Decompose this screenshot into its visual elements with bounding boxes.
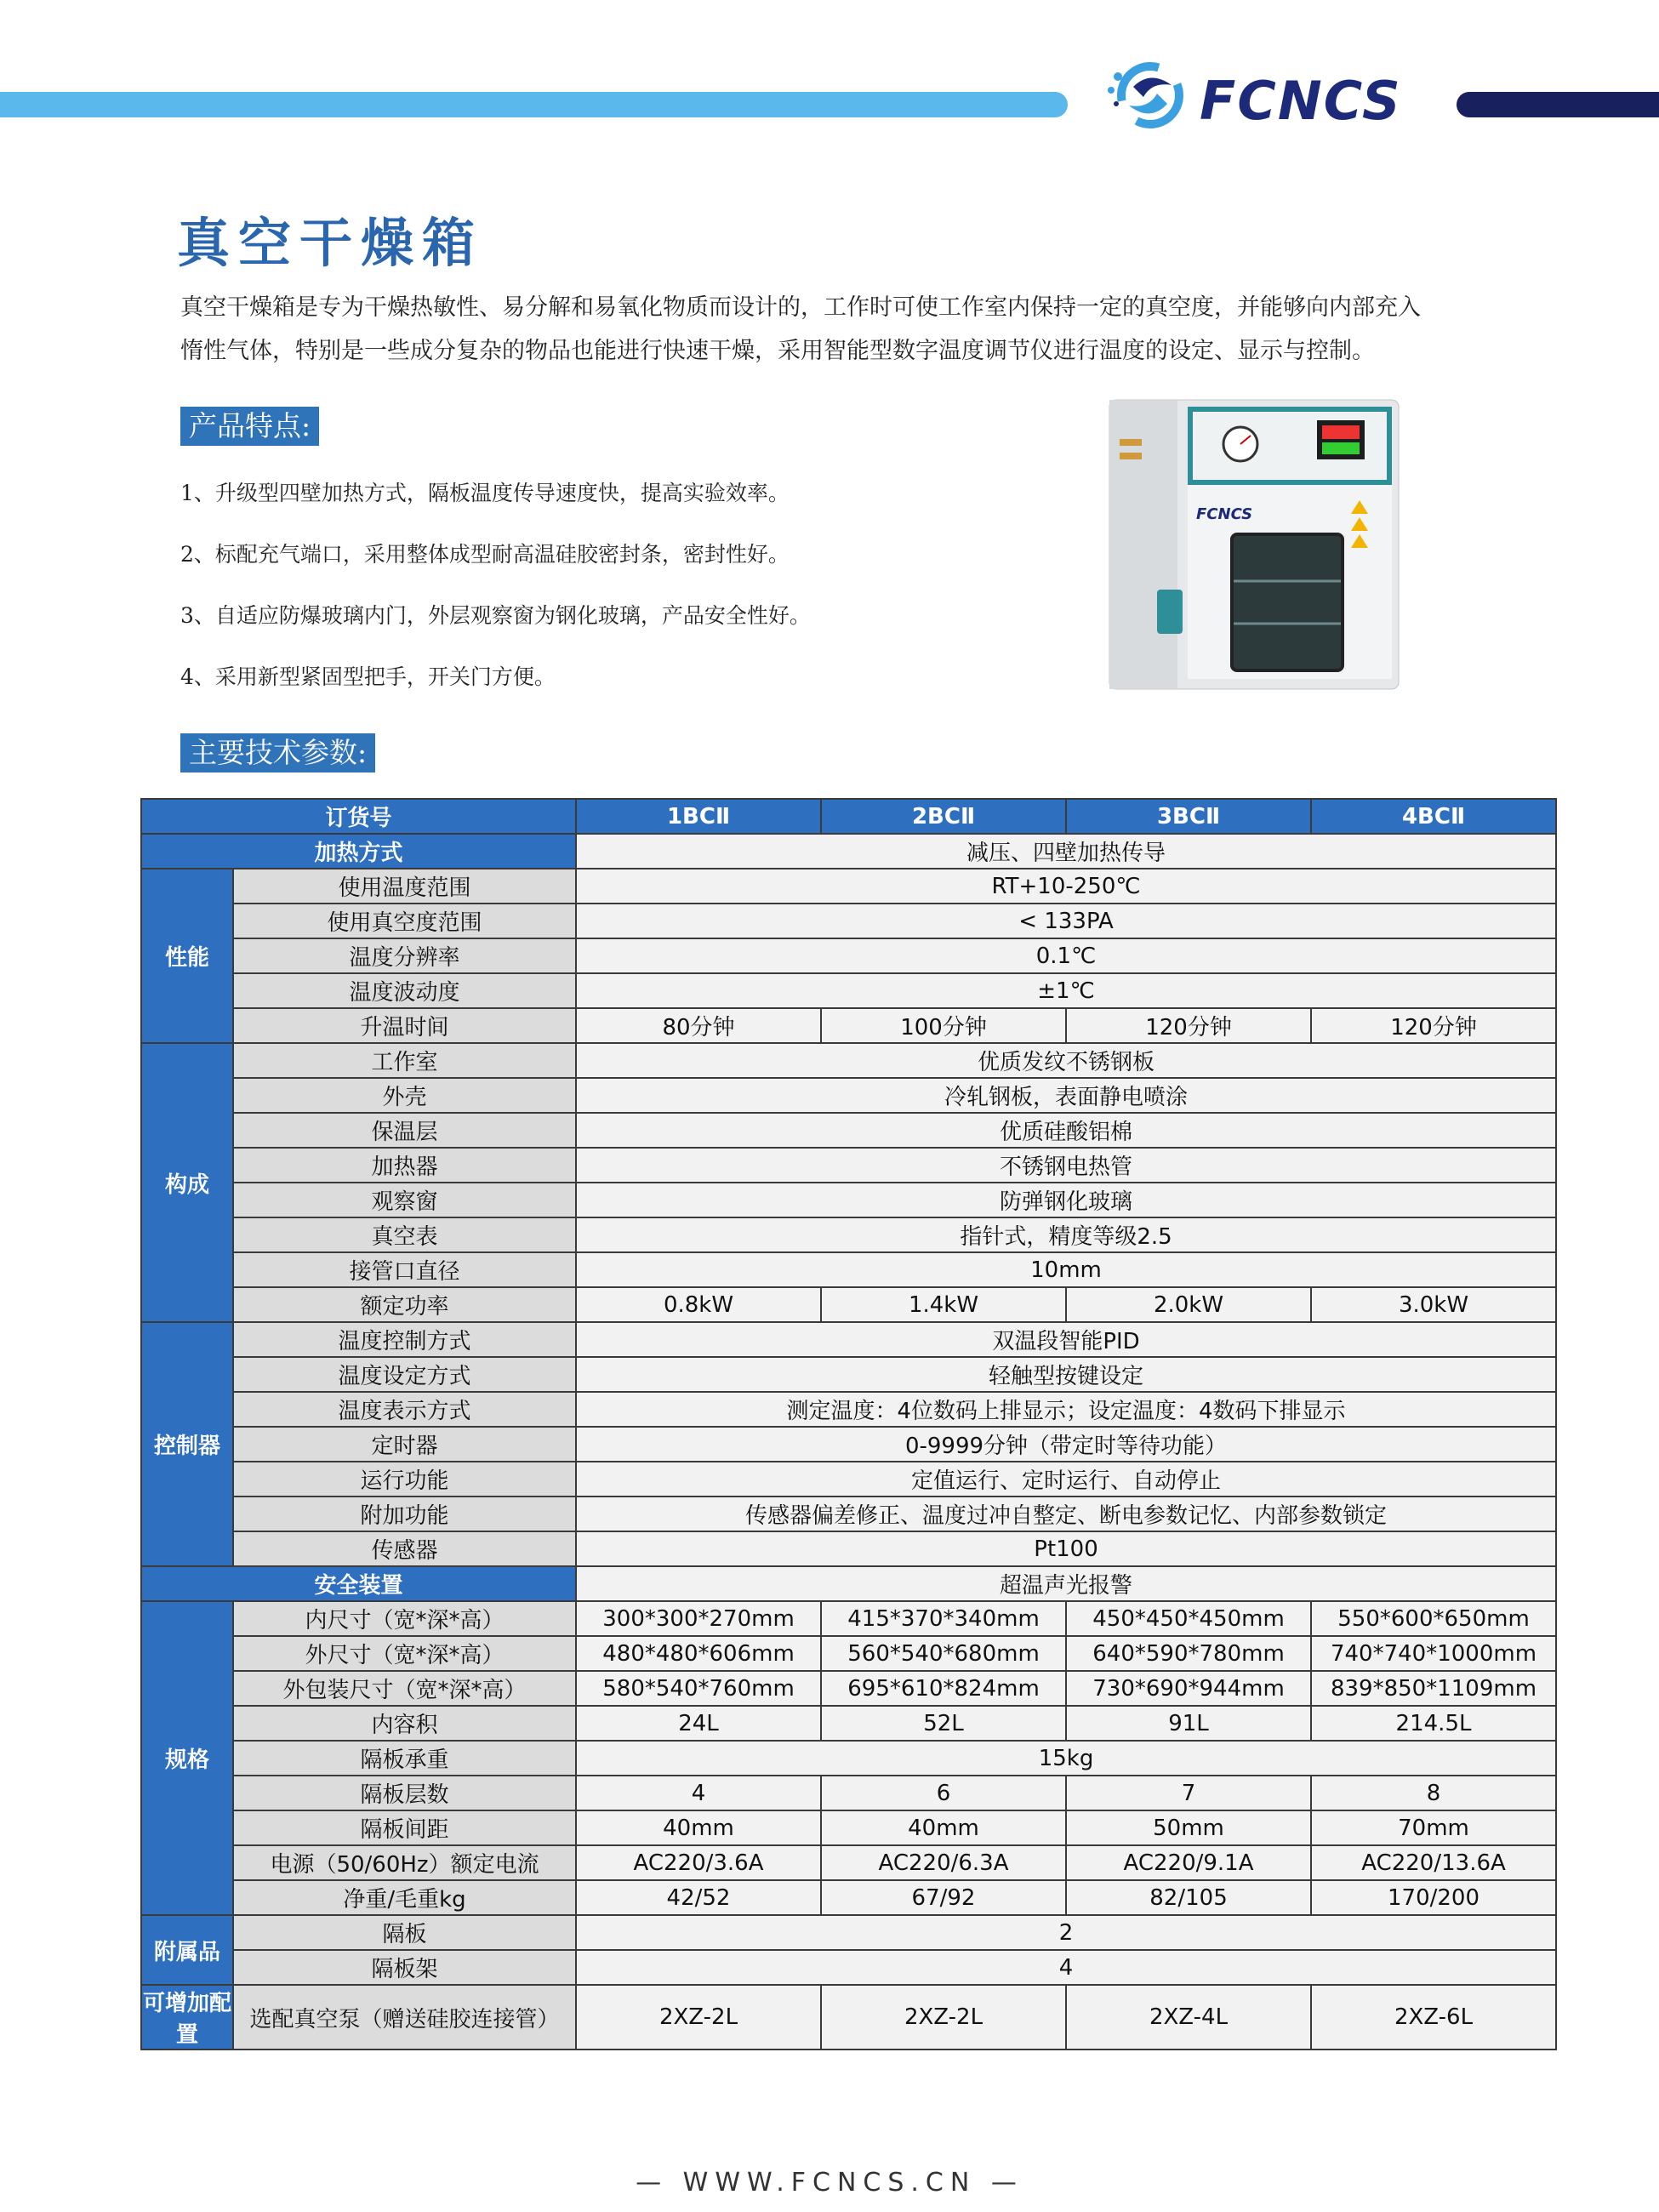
product-photo (1104, 390, 1411, 706)
row-value: 480*480*606mm (576, 1636, 821, 1671)
row-value: 415*370*340mm (821, 1601, 1066, 1636)
header-cell: 2BCⅡ (821, 799, 1066, 834)
row-value: 580*540*760mm (576, 1671, 821, 1706)
header-cell: 3BCⅡ (1066, 799, 1311, 834)
row-label: 温度波动度 (233, 973, 576, 1008)
row-value: 4 (576, 1776, 821, 1810)
header-cell: 1BCⅡ (576, 799, 821, 834)
table-row (141, 1252, 1556, 1287)
group-label: 性能 (141, 869, 233, 1043)
row-label: 外壳 (233, 1078, 576, 1113)
table-row (141, 1810, 1556, 1845)
row-value: 2XZ-4L (1066, 1985, 1311, 2050)
row-label: 定时器 (233, 1427, 576, 1462)
row-value: 560*540*680mm (821, 1636, 1066, 1671)
website-footer: — WWW.FCNCS.CN — (636, 2168, 1023, 2198)
row-label: 保温层 (233, 1113, 576, 1148)
row-value: 不锈钢电热管 (576, 1148, 1556, 1183)
row-value: 优质发纹不锈钢板 (576, 1043, 1556, 1078)
row-value: 70mm (1311, 1810, 1556, 1845)
group-label: 规格 (141, 1601, 233, 1915)
row-value: 测定温度：4位数码上排显示；设定温度：4数码下排显示 (576, 1392, 1556, 1427)
row-value: Pt100 (576, 1531, 1556, 1566)
row-value: ±1℃ (576, 973, 1556, 1008)
row-label: 使用温度范围 (233, 869, 576, 904)
table-row (141, 938, 1556, 973)
specs-heading: 主要技术参数: (180, 733, 375, 772)
table-row (141, 973, 1556, 1008)
row-value: 50mm (1066, 1810, 1311, 1845)
row-label: 隔板承重 (233, 1741, 576, 1776)
row-value: AC220/6.3A (821, 1845, 1066, 1880)
features-heading: 产品特点: (180, 407, 319, 446)
row-value: 冷轧钢板，表面静电喷涂 (576, 1078, 1556, 1113)
row-value: 550*600*650mm (1311, 1601, 1556, 1636)
row-value: 优质硅酸铝棉 (576, 1113, 1556, 1148)
row-label: 温度控制方式 (233, 1322, 576, 1357)
table-row (141, 1462, 1556, 1497)
row-value: 40mm (576, 1810, 821, 1845)
table-row (141, 1636, 1556, 1671)
row-value: 轻触型按键设定 (576, 1357, 1556, 1392)
table-row (141, 1776, 1556, 1810)
table-row (141, 1706, 1556, 1741)
row-label: 温度分辨率 (233, 938, 576, 973)
row-value: 82/105 (1066, 1880, 1311, 1915)
row-value: 2XZ-2L (821, 1985, 1066, 2050)
table-row (141, 1531, 1556, 1566)
table-row (141, 1985, 1556, 2050)
page-title: 真空干燥箱 (177, 212, 484, 274)
row-value: RT+10-250℃ (576, 869, 1556, 904)
row-value: 2XZ-2L (576, 1985, 821, 2050)
row-label: 接管口直径 (233, 1252, 576, 1287)
row-label: 额定功率 (233, 1287, 576, 1322)
row-label: 真空表 (233, 1217, 576, 1252)
feature-item: 1、升级型四壁加热方式，隔板温度传导速度快，提高实验效率。 (180, 481, 790, 505)
row-label: 温度设定方式 (233, 1357, 576, 1392)
intro-paragraph: 真空干燥箱是专为干燥热敏性、易分解和易氧化物质而设计的，工作时可使工作室内保持一定的真空度，并能够向内部充入惰性气体，特别是一些成分复杂的物品也能进行快速干燥，采用智能型数字温度调节仪进行温度的设定、显示与控制。 (180, 294, 1421, 364)
row-label: 隔板间距 (233, 1810, 576, 1845)
table-row (141, 1392, 1556, 1427)
row-value: 52L (821, 1706, 1066, 1741)
row-value: 120分钟 (1066, 1008, 1311, 1043)
spec-table (140, 798, 1557, 2050)
table-row (141, 1950, 1556, 1985)
row-value: AC220/9.1A (1066, 1845, 1311, 1880)
feature-list (180, 476, 811, 721)
header-dark-bar (1457, 92, 1659, 117)
row-value: 67/92 (821, 1880, 1066, 1915)
row-label: 选配真空泵（赠送硅胶连接管） (233, 1985, 576, 2050)
row-label: 隔板架 (233, 1950, 576, 1985)
row-value: 3.0kW (1311, 1287, 1556, 1322)
row-value: 8 (1311, 1776, 1556, 1810)
table-row (141, 904, 1556, 938)
table-header-row (141, 799, 1556, 834)
row-value: 15kg (576, 1741, 1556, 1776)
row-value: 170/200 (1311, 1880, 1556, 1915)
row-value: 指针式，精度等级2.5 (576, 1217, 1556, 1252)
group-label: 附属品 (141, 1915, 233, 1985)
row-label: 升温时间 (233, 1008, 576, 1043)
feature-item: 3、自适应防爆玻璃内门，外层观察窗为钢化玻璃，产品安全性好。 (180, 603, 811, 628)
table-row (141, 1566, 1556, 1601)
table-row (141, 1113, 1556, 1148)
row-value: 40mm (821, 1810, 1066, 1845)
row-label: 加热器 (233, 1148, 576, 1183)
table-row (141, 1183, 1556, 1217)
row-label: 传感器 (233, 1531, 576, 1566)
row-label: 观察窗 (233, 1183, 576, 1217)
row-value: 120分钟 (1311, 1008, 1556, 1043)
feature-item: 2、标配充气端口，采用整体成型耐高温硅胶密封条，密封性好。 (180, 542, 790, 567)
row-value: 4 (576, 1950, 1556, 1985)
table-row (141, 1915, 1556, 1950)
row-value: 2 (576, 1915, 1556, 1950)
table-row (141, 1497, 1556, 1531)
row-label: 电源（50/60Hz）额定电流 (233, 1845, 576, 1880)
row-label: 安全装置 (141, 1566, 576, 1601)
row-value: 0.1℃ (576, 938, 1556, 973)
table-row (141, 1845, 1556, 1880)
row-value: 740*740*1000mm (1311, 1636, 1556, 1671)
row-value: 695*610*824mm (821, 1671, 1066, 1706)
table-row (141, 1078, 1556, 1113)
row-value: 超温声光报警 (576, 1566, 1556, 1601)
table-row (141, 1671, 1556, 1706)
row-value: 6 (821, 1776, 1066, 1810)
table-row (141, 869, 1556, 904)
row-label: 内容积 (233, 1706, 576, 1741)
photo-brand-label: FCNCS (1196, 505, 1253, 523)
group-label: 构成 (141, 1043, 233, 1322)
row-value: 0.8kW (576, 1287, 821, 1322)
row-value: 100分钟 (821, 1008, 1066, 1043)
row-value: 7 (1066, 1776, 1311, 1810)
row-value: 24L (576, 1706, 821, 1741)
table-row (141, 1322, 1556, 1357)
row-value: 91L (1066, 1706, 1311, 1741)
row-label: 工作室 (233, 1043, 576, 1078)
row-value: 300*300*270mm (576, 1601, 821, 1636)
group-label: 可增加配置 (141, 1985, 233, 2050)
table-row (141, 1427, 1556, 1462)
row-label: 外包装尺寸（宽*深*高） (233, 1671, 576, 1706)
row-value: AC220/3.6A (576, 1845, 821, 1880)
row-value: 2XZ-6L (1311, 1985, 1556, 2050)
row-label: 加热方式 (141, 834, 576, 869)
row-label: 外尺寸（宽*深*高） (233, 1636, 576, 1671)
row-value: 450*450*450mm (1066, 1601, 1311, 1636)
row-value: AC220/13.6A (1311, 1845, 1556, 1880)
row-value: 839*850*1109mm (1311, 1671, 1556, 1706)
row-label: 隔板层数 (233, 1776, 576, 1810)
row-value: < 133PA (576, 904, 1556, 938)
table-row (141, 1880, 1556, 1915)
row-label: 内尺寸（宽*深*高） (233, 1601, 576, 1636)
table-row (141, 1357, 1556, 1392)
table-row (141, 1217, 1556, 1252)
header-cell: 订货号 (141, 799, 576, 834)
row-value: 防弹钢化玻璃 (576, 1183, 1556, 1217)
table-row (141, 1601, 1556, 1636)
table-row (141, 1008, 1556, 1043)
row-value: 0-9999分钟（带定时等待功能） (576, 1427, 1556, 1462)
group-label: 控制器 (141, 1322, 233, 1566)
header-cell: 4BCⅡ (1311, 799, 1556, 834)
row-value: 1.4kW (821, 1287, 1066, 1322)
row-label: 温度表示方式 (233, 1392, 576, 1427)
row-value: 2.0kW (1066, 1287, 1311, 1322)
table-row (141, 1287, 1556, 1322)
row-value: 214.5L (1311, 1706, 1556, 1741)
table-row (141, 834, 1556, 869)
row-value: 10mm (576, 1252, 1556, 1287)
row-value: 640*590*780mm (1066, 1636, 1311, 1671)
row-value: 定值运行、定时运行、自动停止 (576, 1462, 1556, 1497)
brand-name: FCNCS (1200, 70, 1402, 132)
header-accent-bar (0, 92, 1068, 117)
row-value: 42/52 (576, 1880, 821, 1915)
row-value: 减压、四壁加热传导 (576, 834, 1556, 869)
feature-item: 4、采用新型紧固型把手，开关门方便。 (180, 664, 556, 689)
row-label: 运行功能 (233, 1462, 576, 1497)
table-row (141, 1148, 1556, 1183)
row-value: 80分钟 (576, 1008, 821, 1043)
row-value: 双温段智能PID (576, 1322, 1556, 1357)
row-value: 730*690*944mm (1066, 1671, 1311, 1706)
row-label: 使用真空度范围 (233, 904, 576, 938)
row-value: 传感器偏差修正、温度过冲自整定、断电参数记忆、内部参数锁定 (576, 1497, 1556, 1531)
row-label: 净重/毛重kg (233, 1880, 576, 1915)
row-label: 隔板 (233, 1915, 576, 1950)
table-row (141, 1741, 1556, 1776)
row-label: 附加功能 (233, 1497, 576, 1531)
table-row (141, 1043, 1556, 1078)
